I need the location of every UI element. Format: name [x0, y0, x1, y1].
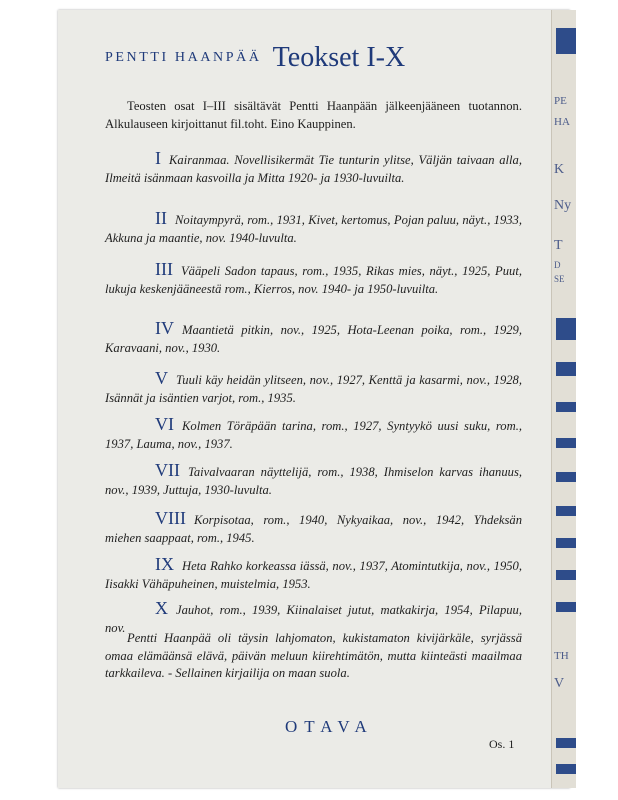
book-spine: [551, 10, 576, 788]
spine-text: Ny: [554, 198, 572, 213]
volume-code: Os. 1: [489, 737, 515, 751]
volume-numeral: VII: [155, 460, 180, 480]
spine-stripe: [556, 402, 576, 412]
closing-quote: Pentti Haanpää oli täysin lahjomaton, kukistamaton kivijärkäle, syrjässä omaa elämäänsä elävä, päivän meluun kiirehtimätön, mutta kiinteästi maailmaa tarkkaileva. - Sellainen kirjailija on maan suola.: [105, 631, 522, 680]
spine-stripe: [556, 318, 576, 340]
volume-text: Taivalvaaran näyttelijä, rom., 1938, Ihmiselon karvas ihanuus, nov., 1939, Juttuja, 1930-luvulta.: [105, 465, 522, 497]
spine-text: D: [554, 260, 561, 270]
volume-text: Heta Rahko korkeassa iässä, nov., 1937, Atomintutkija, nov., 1950, Iisakki Vähäpuheinen, muistelmia, 1953.: [105, 559, 522, 591]
volume-entry: [105, 462, 522, 499]
spine-text: V: [554, 676, 565, 691]
spine-text: SE: [554, 274, 565, 284]
spine-stripe: [556, 738, 576, 748]
spine-stripe: [556, 602, 576, 612]
volume-text: Korpisotaa, rom., 1940, Nykyaikaa, nov., 1942, Yhdeksän miehen saappaat, rom., 1945.: [105, 513, 522, 545]
volume-entry: [105, 416, 522, 453]
spine-text: T: [554, 238, 563, 253]
series-title: Teokset I-X: [272, 42, 406, 73]
volume-text: Jauhot, rom., 1939, Kiinalaiset jutut, matkakirja, 1954, Pilapuu, nov.: [105, 603, 522, 635]
volume-numeral: V: [155, 368, 168, 388]
volume-entry: [105, 370, 522, 407]
volume-entry: [105, 261, 522, 298]
spine-stripe: [556, 538, 576, 548]
publisher-name: OTAVA: [285, 717, 374, 736]
volume-entry: [105, 510, 522, 547]
spine-stripe: [556, 362, 576, 376]
volume-entry: [105, 150, 522, 187]
spine-stripe: [556, 764, 576, 774]
spine-stripe: [556, 438, 576, 448]
volume-numeral: II: [155, 208, 167, 228]
volume-numeral: IV: [155, 318, 174, 338]
volume-entry: [105, 556, 522, 593]
volume-text: Maantietä pitkin, nov., 1925, Hota-Leenan poika, rom., 1929, Karavaani, nov., 1930.: [105, 323, 522, 355]
volume-numeral: I: [155, 148, 161, 168]
volume-text: Noitaympyrä, rom., 1931, Kivet, kertomus, Pojan paluu, näyt., 1933, Akkuna ja maantie, nov. 1940-luvulta.: [105, 213, 522, 245]
spine-stripe: [556, 28, 576, 54]
volume-entry: [105, 320, 522, 357]
volume-text: Kolmen Töräpään tarina, rom., 1927, Syntyykö uusi suku, rom., 1937, Lauma, nov., 1937.: [105, 419, 522, 451]
volume-numeral: X: [155, 598, 168, 618]
volume-numeral: IX: [155, 554, 174, 574]
volume-text: Tuuli käy heidän ylitseen, nov., 1927, Kenttä ja kasarmi, nov., 1928, Isännät ja isäntien varjot, rom., 1935.: [105, 373, 522, 405]
volume-numeral: VI: [155, 414, 174, 434]
spine-text: TH: [554, 650, 569, 662]
intro-paragraph: Teosten osat I–III sisältävät Pentti Haanpään jälkeenjääneen tuotannon. Alkulauseen kirjoittanut fil.toht. Eino Kauppinen.: [105, 99, 522, 131]
spine-stripe: [556, 506, 576, 516]
volume-numeral: VIII: [155, 508, 186, 528]
spine-stripe: [556, 472, 576, 482]
spine-text: HA: [554, 116, 570, 128]
volume-text: Vääpeli Sadon tapaus, rom., 1935, Rikas mies, näyt., 1925, Puut, lukuja keskenjääneestä rom., Kierros, nov. 1940- ja 1950-luvuilta.: [105, 264, 522, 296]
volume-text: Kairanmaa. Novellisikermät Tie tunturin ylitse, Väljän taivaan alla, Ilmeitä isänmaan kasvoilla ja Mitta 1920- ja 1930-luvuilta.: [105, 153, 522, 185]
volume-entry: [105, 210, 522, 247]
author-name: PENTTI HAANPÄÄ: [105, 50, 262, 65]
volume-numeral: III: [155, 259, 173, 279]
spine-text: K: [554, 162, 565, 177]
spine-text: PE: [554, 95, 567, 107]
spine-stripe: [556, 570, 576, 580]
cover-header: [105, 42, 405, 74]
